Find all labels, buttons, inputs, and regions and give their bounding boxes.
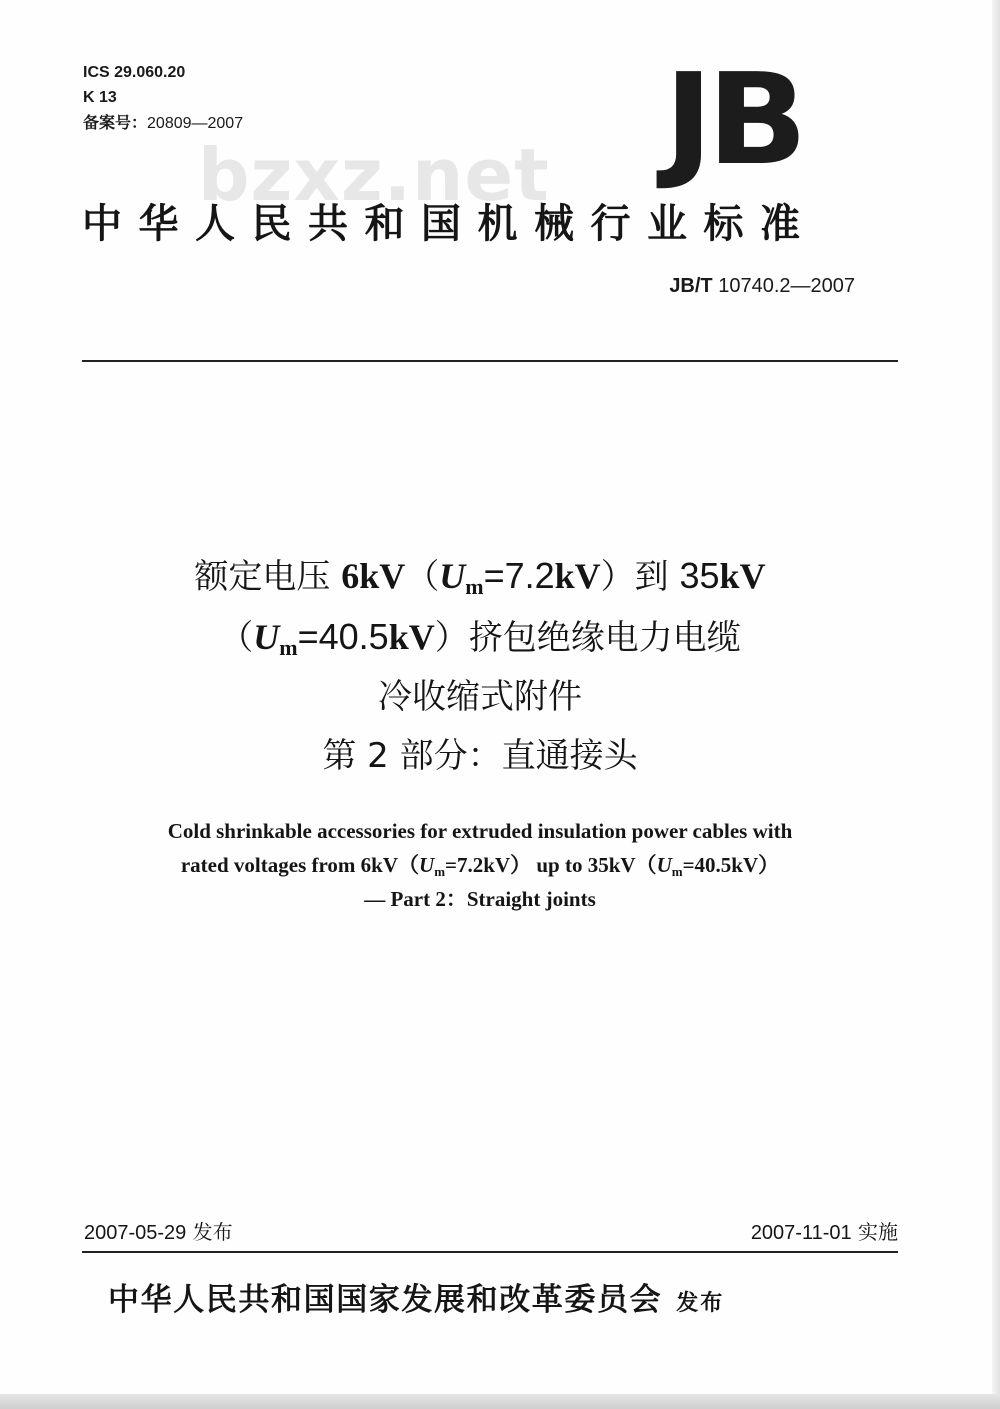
title-zh-part: =40.5 [297, 616, 389, 657]
english-title-line-3: — Part 2：Straight joints [364, 887, 596, 911]
title-zh-part: 6kV [341, 556, 406, 596]
page-edge-right [992, 0, 1000, 1409]
title-en-part: rated voltages from 6kV（ [180, 853, 420, 877]
publisher-name: 中华人民共和国国家发展和改革委员会 [108, 1282, 663, 1318]
record-number: 20809—2007 [147, 115, 244, 132]
title-zh-symbol-u: U [439, 556, 466, 596]
site-watermark: bzxz.net [198, 133, 550, 217]
title-en-symbol-u: U [656, 853, 672, 877]
publisher-suffix: 发布 [676, 1291, 725, 1316]
footer-divider [82, 1251, 898, 1253]
title-zh-part: kV [388, 617, 435, 657]
classification-code: K 13 [83, 89, 117, 106]
title-zh-part: 35 [679, 555, 720, 596]
title-zh-subscript: m [465, 574, 484, 599]
title-en-symbol-u: U [419, 853, 435, 877]
title-en-subscript: m [671, 864, 683, 879]
standard-number-value: 10740.2—2007 [712, 275, 855, 297]
effective-date-value: 2007-11-01 [750, 1222, 852, 1244]
effective-date [751, 1218, 898, 1247]
standard-number-prefix: JB/T [669, 275, 713, 297]
title-zh-part: =7.2 [483, 555, 555, 596]
page-edge-bottom [0, 1394, 1000, 1409]
chinese-title-line-1 [0, 546, 960, 607]
english-title-line-2 [0, 848, 960, 882]
chinese-title [0, 546, 960, 786]
title-zh-part: ）挤包绝缘电力电缆 [434, 618, 741, 658]
title-zh-part: ）到 [600, 557, 680, 597]
standard-number [669, 272, 855, 300]
title-zh-part: （ [405, 557, 440, 597]
ics-code: ICS 29.060.20 [83, 64, 186, 81]
english-title [0, 814, 960, 916]
title-zh-part: kV [554, 556, 601, 596]
organization-title: 中华人民共和国机械行业标准 [82, 201, 817, 247]
title-zh-symbol-u: U [253, 617, 280, 657]
issued-date [84, 1218, 233, 1247]
effective-date-label: 实施 [851, 1220, 898, 1244]
title-en-part: =7.2kV） up to 35kV（ [445, 853, 657, 877]
issued-date-value: 2007-05-29 [84, 1222, 187, 1244]
english-title-line-1: Cold shrinkable accessories for extruded insulation power cables with [167, 819, 793, 843]
header-divider [82, 360, 898, 362]
chinese-title-line-2 [0, 607, 960, 668]
record-label: 备案号： [83, 113, 148, 132]
title-zh-part: （ [219, 618, 254, 658]
title-zh-part: 额定电压 [194, 557, 342, 597]
title-zh-part: kV [719, 556, 766, 596]
chinese-title-line-4: 第 2 部分：直通接头 [322, 736, 638, 776]
jb-logo: JB [664, 46, 802, 193]
title-en-part: =40.5kV） [682, 853, 780, 877]
title-zh-subscript: m [279, 635, 298, 660]
classification-block [83, 60, 243, 136]
publisher [108, 1276, 724, 1328]
chinese-title-line-3: 冷收缩式附件 [378, 677, 582, 717]
title-en-subscript: m [434, 864, 446, 879]
issued-date-label: 发布 [186, 1220, 233, 1244]
